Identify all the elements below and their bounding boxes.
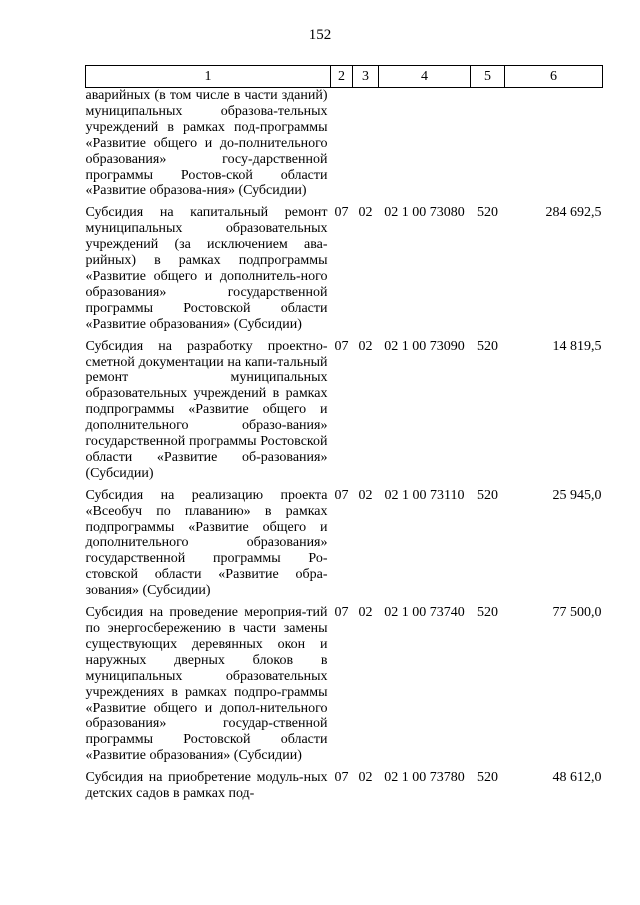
row-description: Субсидия на приобретение модуль-ных детских садов в рамках под- xyxy=(85,770,328,802)
row-section: 07 xyxy=(334,338,349,354)
column-header-4: 4 xyxy=(379,66,471,88)
row-expense-type: 520 xyxy=(477,205,498,221)
row-description: аварийных (в том числе в части зданий) муниципальных образова-тельных учреждений в рамках под-программы «Развитие общего и до-полнительного образования» госу-дарственной программы Ростов-ской области «Развитие образова-ния» (Субсидии) xyxy=(85,88,328,199)
row-target-code: 02 1 00 73080 xyxy=(384,205,465,221)
table-row xyxy=(86,88,603,206)
row-expense-type xyxy=(471,88,505,206)
row-target-code: 02 1 00 73090 xyxy=(384,338,465,354)
row-subsection xyxy=(353,88,379,206)
row-subsection: 02 xyxy=(358,487,373,503)
row-section: 07 xyxy=(334,487,349,503)
column-header-3: 3 xyxy=(353,66,379,88)
row-subsection: 02 xyxy=(358,605,373,621)
row-subsection: 02 xyxy=(358,338,373,354)
row-subsection: 02 xyxy=(358,770,373,786)
row-expense-type: 520 xyxy=(477,605,498,621)
table-row xyxy=(86,205,603,338)
row-amount xyxy=(505,88,603,206)
page-number: 152 xyxy=(308,27,332,43)
budget-table xyxy=(85,65,603,808)
row-amount: 48 612,0 xyxy=(552,770,602,786)
row-amount: 14 819,5 xyxy=(552,338,602,354)
row-expense-type: 520 xyxy=(477,338,498,354)
row-target-code: 02 1 00 73110 xyxy=(384,487,465,503)
row-description: Субсидия на реализацию проекта «Всеобуч по плаванию» в рамках подпрограммы «Развитие общего и дополнительного образования» государственной программы Ро-стовской области «Развитие обра-зования» (Субсидии) xyxy=(85,487,328,599)
table-row xyxy=(86,488,603,605)
table-row xyxy=(86,339,603,488)
row-amount: 284 692,5 xyxy=(545,205,602,221)
row-description: Субсидия на капитальный ремонт муниципальных образовательных учреждений (за исключением ава-рийных) в рамках подпрограммы «Развитие общего и дополнитель-ного образования» государственной программы Ростовской области «Развитие образования» (Субсидии) xyxy=(85,205,328,332)
row-section xyxy=(331,88,353,206)
row-description: Субсидия на проведение мероприя-тий по энергосбережению в части замены существующих деревянных окон и наружных дверных блоков в муниципальных образовательных учреждениях в рамках подпро-граммы «Развитие общего и допол-нительного образования» государ-ственной программы Ростовской области «Развитие образования» (Субсидии) xyxy=(85,605,328,764)
table-row xyxy=(86,605,603,770)
row-section: 07 xyxy=(334,770,349,786)
row-expense-type: 520 xyxy=(477,487,498,503)
row-section: 07 xyxy=(334,205,349,221)
column-header-2: 2 xyxy=(331,66,353,88)
row-target-code xyxy=(379,88,471,206)
column-header-6: 6 xyxy=(505,66,603,88)
row-description: Субсидия на разработку проектно-сметной документации на капи-тальный ремонт муниципальных образовательных учреждений в рамках подпрограммы «Развитие общего и дополнительного образо-вания» государственной программы Ростовской области «Развитие об-разования» (Субсидии) xyxy=(85,338,328,481)
row-amount: 25 945,0 xyxy=(552,487,602,503)
row-target-code: 02 1 00 73740 xyxy=(384,605,465,621)
row-subsection: 02 xyxy=(358,205,373,221)
row-target-code: 02 1 00 73780 xyxy=(384,770,465,786)
row-amount: 77 500,0 xyxy=(552,605,602,621)
row-section: 07 xyxy=(334,605,349,621)
row-expense-type: 520 xyxy=(477,770,498,786)
table-row xyxy=(86,770,603,808)
column-header-1: 1 xyxy=(86,66,331,88)
column-header-5: 5 xyxy=(471,66,505,88)
table-header-row xyxy=(86,66,603,88)
